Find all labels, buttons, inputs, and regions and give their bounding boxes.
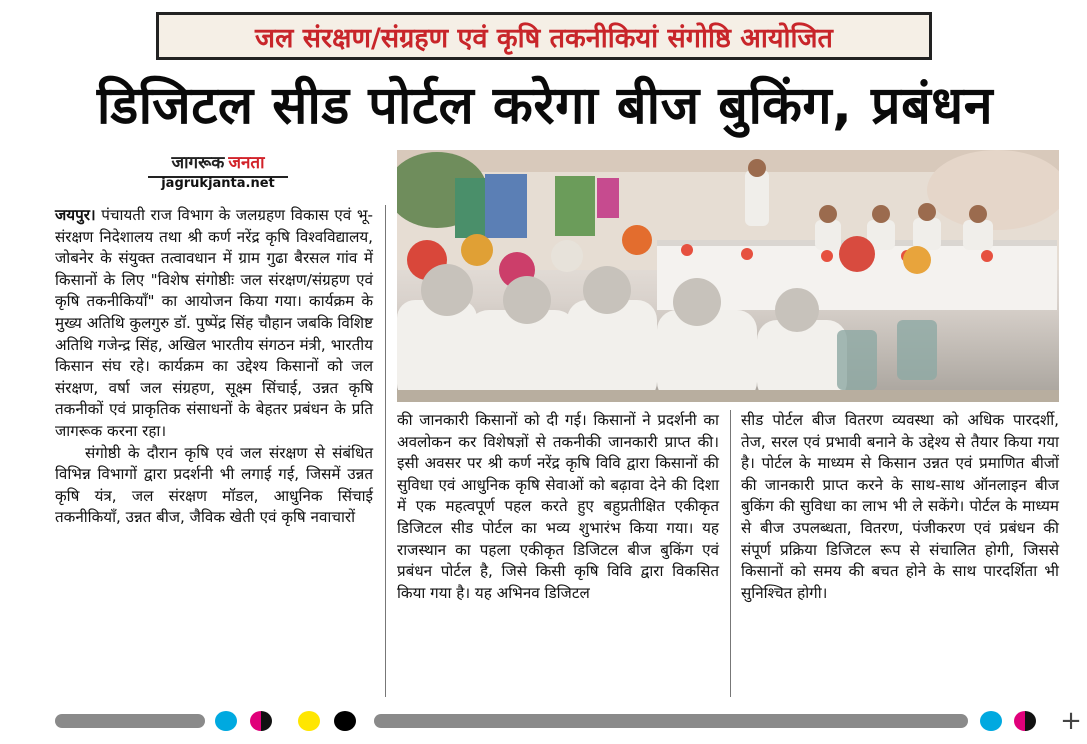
event-photo-illustration [397, 150, 1059, 402]
masthead-name-part1: जागरूक [171, 153, 225, 173]
main-headline: डिजिटल सीड पोर्टल करेगा बीज बुकिंग, प्रबंधन [96, 75, 994, 136]
gray-bar [374, 714, 968, 728]
event-photo [397, 150, 1059, 402]
article-column-1 [55, 205, 373, 529]
registration-cross-icon: + [1060, 706, 1082, 736]
article-column-2 [397, 410, 719, 604]
column-divider [385, 205, 386, 697]
article-col1-para2: संगोष्ठी के दौरान कृषि एवं जल संरक्षण से संबंधित विभिन्न विभागों द्वारा प्रदर्शनी भी लगाई गई, जिसमें उन्नत कृषि यंत्र, जल संरक्षण मॉडल, आधुनिक सिंचाई तकनीकियाँ, उन्नत बीज, जैविक खेती एवं कृषि नवाचारों [55, 443, 373, 527]
gray-bar [55, 714, 205, 728]
article-col1-para1: पंचायती राज विभाग के जलग्रहण विकास एवं भू-संरक्षण निदेशालय तथा श्री कर्ण नरेंद्र कृषि विश्वविद्यालय, जोबनेर के संयुक्त तत्वावधान में ग्राम गुढा बैरसल गांव में किसानों के लिए "विशेष संगोष्ठीः जल संरक्षण/संग्रहण एवं कृषि तकनीकियाँ" का आयोजन किया गया। कार्यक्रम के मुख्य अतिथि कुलगुरु डॉ. पुष्पेंद्र सिंह चौहान जबकि विशिष्ट अतिथि गजेन्द्र सिंह, अखिल भारतीय संगठन मंत्री, भारतीय किसान संघ रहे। कार्यक्रम का उद्देश्य किसानों को जल संरक्षण, वर्षा जल संग्रहण, सूक्ष्म सिंचाई, उन्नत कृषि तकनीकों एवं प्राकृतिक संसाधनों के बेहतर प्रबंधन के प्रति जागरूक करना रहा। [55, 206, 373, 440]
masthead-website: jagrukjanta.net [161, 176, 275, 191]
dateline: जयपुर। [55, 206, 96, 224]
kicker-headline: जल संरक्षण/संग्रहण एवं कृषि तकनीकियां संगोष्ठि आयोजित [156, 12, 932, 60]
magenta-dot [250, 711, 272, 731]
article-col2-text: की जानकारी किसानों को दी गई। किसानों ने प्रदर्शनी का अवलोकन कर विशेषज्ञों से तकनीकी जानकारी प्राप्त की। इसी अवसर पर श्री कर्ण नरेंद्र कृषि विवि द्वारा किसानों की सुविधा एवं आधुनिक कृषि सेवाओं को बढ़ावा देने की दिशा में एक महत्वपूर्ण पहल करते हुए बहुप्रतीक्षित एकीकृत डिजिटल सीड पोर्टल का भव्य शुभारंभ किया गया। यह राजस्थान का पहला एकीकृत डिजिटल बीज बुकिंग एवं प्रबंधन पोर्टल है, जिसे किसी कृषि विवि द्वारा विकसित किया गया है। यह अभिनव डिजिटल [397, 411, 719, 602]
masthead-name-part2: जनता [228, 153, 265, 173]
yellow-dot [298, 711, 320, 731]
masthead-logo [148, 150, 288, 178]
magenta-dot [1014, 711, 1036, 731]
print-registration-bar [0, 706, 1087, 736]
black-dot [334, 711, 356, 731]
cyan-dot [215, 711, 237, 731]
cyan-dot [980, 711, 1002, 731]
column-divider [730, 410, 731, 697]
article-col3-text: सीड पोर्टल बीज वितरण व्यवस्था को अधिक पारदर्शी, तेज, सरल एवं प्रभावी बनाने के उद्देश्य से तैयार किया गया है। पोर्टल के माध्यम से किसान उन्नत एवं प्रमाणित बीजों की जानकारी प्राप्त करने के साथ-साथ ऑनलाइन बीज बुकिंग की सुविधा का लाभ भी ले सकेंगे। पोर्टल के माध्यम से बीज उपलब्धता, वितरण, पंजीकरण एवं प्रबंधन की संपूर्ण प्रक्रिया डिजिटल रूप से संचालित होगी, जिससे किसानों को समय की बचत होने के साथ पारदर्शिता भी सुनिश्चित होगी। [741, 411, 1059, 602]
article-column-3 [741, 410, 1059, 604]
